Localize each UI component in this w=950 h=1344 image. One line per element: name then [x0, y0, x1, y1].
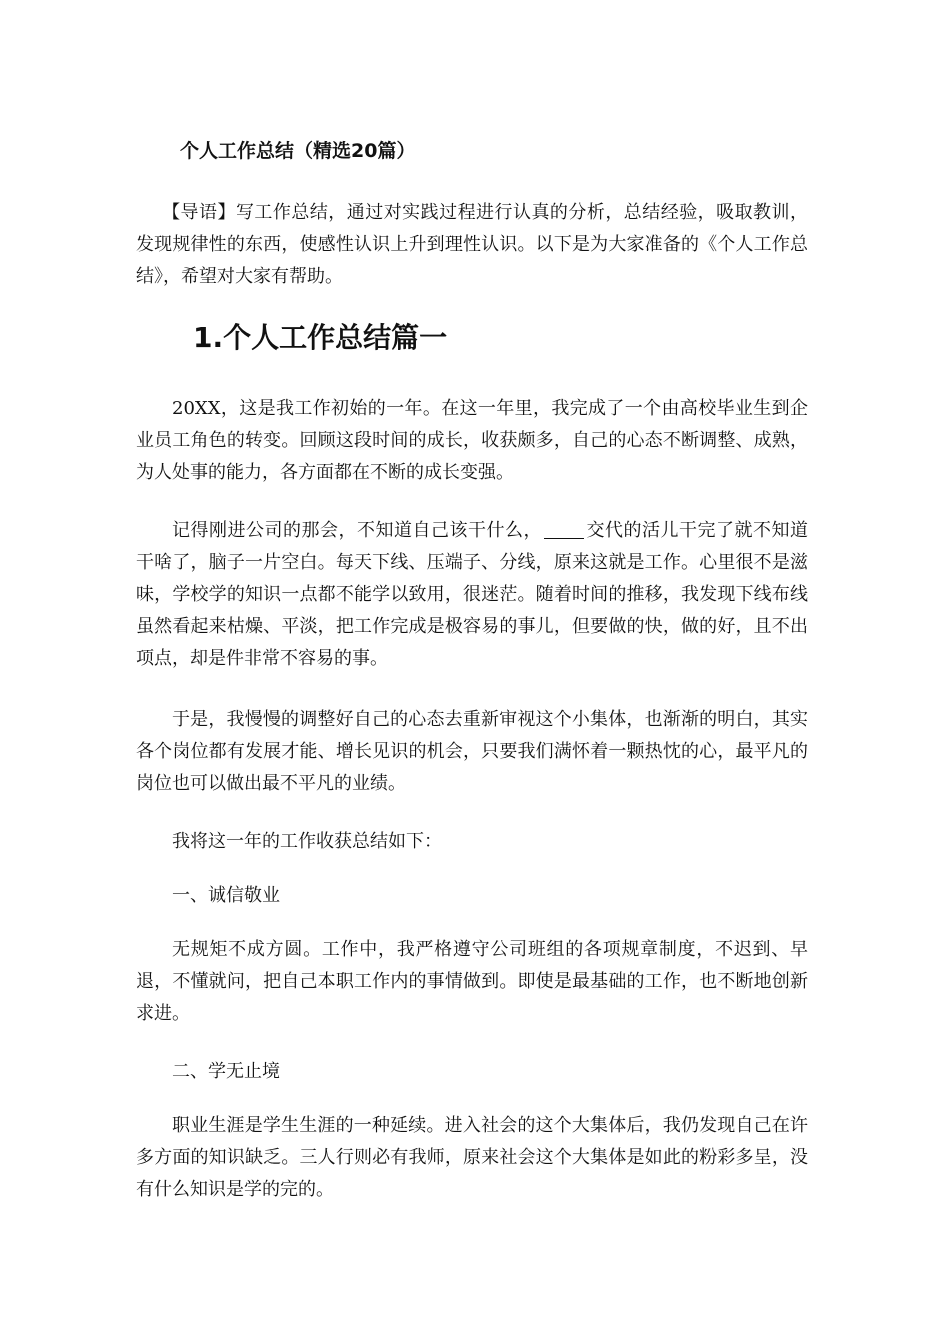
section-heading: 1.个人工作总结篇一 — [193, 321, 448, 354]
paragraph-2-part-2: 交代的活儿干完了就不知道干啥了，脑子一片空白。每天下线、压端子、分线，原来这就是工作。心里很不是滋味，学校学的知识一点都不能学以致用，很迷茫。随着时间的推移，我发现下线布线虽然看起来枯燥、平淡，把工作完成是极容易的事儿，但要做的快，做的好，且不出项点，却是件非常不容易的事。 — [136, 520, 808, 669]
subheading-1: 一、诚信敬业 — [172, 885, 280, 906]
paragraph-2 — [136, 515, 808, 675]
paragraph-3: 于是，我慢慢的调整好自己的心态去重新审视这个小集体，也渐渐的明白，其实各个岗位都有发展才能、增长见识的机会，只要我们满怀着一颗热忱的心，最平凡的岗位也可以做出最不平凡的业绩。 — [136, 709, 808, 794]
subheading-2: 二、学无止境 — [172, 1061, 280, 1082]
document-title: 个人工作总结（精选20篇） — [180, 140, 416, 162]
blank-underline — [544, 520, 584, 539]
paragraph-2-part-1: 记得刚进公司的那会，不知道自己该干什么， — [172, 520, 542, 541]
intro-paragraph: 【导语】写工作总结，通过对实践过程进行认真的分析，总结经验，吸取教训，发现规律性的东西，使感性认识上升到理性认识。以下是为大家准备的《个人工作总结》，希望对大家有帮助。 — [136, 202, 808, 287]
paragraph-1: 20XX，这是我工作初始的一年。在这一年里，我完成了一个由高校毕业生到企业员工角色的转变。回顾这段时间的成长，收获颇多，自己的心态不断调整、成熟，为人处事的能力，各方面都在不断的成长变强。 — [136, 398, 808, 483]
paragraph-4: 我将这一年的工作收获总结如下： — [172, 831, 442, 852]
paragraph-6: 职业生涯是学生生涯的一种延续。进入社会的这个大集体后，我仍发现自己在许多方面的知识缺乏。三人行则必有我师，原来社会这个大集体是如此的粉彩多呈，没有什么知识是学的完的。 — [136, 1115, 808, 1200]
paragraph-5: 无规矩不成方圆。工作中，我严格遵守公司班组的各项规章制度，不迟到、早退，不懂就问，把自己本职工作内的事情做到。即使是最基础的工作，也不断地创新求进。 — [136, 939, 808, 1024]
